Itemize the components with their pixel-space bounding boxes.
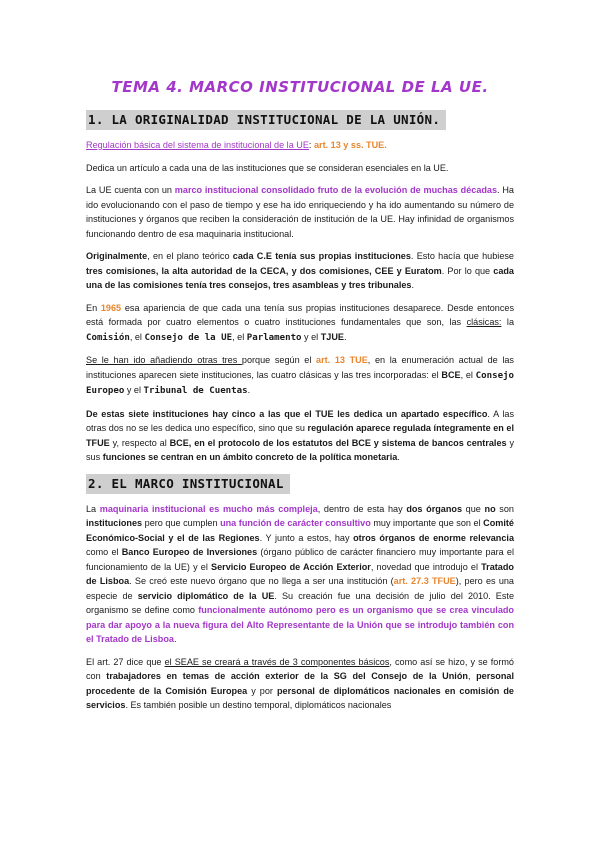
year-1965: 1965 [100,302,122,313]
text: . Esto hacía que hubiese [410,251,514,261]
text: , el [460,369,476,380]
text: y, respecto al [109,437,170,448]
bold-text: no [484,503,496,514]
paragraph-maquinaria [86,502,514,647]
text: , dentro de esta hay [317,503,407,514]
section-heading-2: 2. EL MARCO INSTITUCIONAL [86,474,290,494]
bold-text: cada una de las comisiones tenía tres consejos, tres asambleas y tres tribunales [86,265,514,290]
bold-text: cada C.E tenía sus propias instituciones [232,251,411,261]
paragraph-anadidas [86,353,514,399]
bold-text: Tratado de Lisboa [86,561,514,586]
bold-text: Banco Europeo de Inversiones [121,547,258,557]
text: . Su creación fue una decisión de julio del 2010. Este organismo se define como [86,590,515,615]
paragraph-regulation [86,138,514,153]
text: esa apariencia de que cada una tenía sus propias instituciones desaparece. Desde entonces está formada por cuatro elementos o cuatro instituciones fundamentales que son, las [86,302,515,327]
bold-text: funciones se centran en un ámbito concreto de la política monetaria [102,452,398,462]
text: En [86,302,101,313]
bold-text: De estas siete instituciones hay cinco a las que el TUE les dedica un apartado específico [86,408,488,419]
institution-consejo: Consejo de la UE [144,332,233,343]
article-27-3-tfue: art. 27.3 TFUE [393,576,456,586]
institution-comision: Comisión [86,332,130,343]
text: . [173,634,177,644]
bold-text: otros órganos de enorme relevancia [353,532,515,543]
regulation-colon: : [308,140,314,150]
text: , novedad que introdujo el [370,561,482,572]
text: , en la enumeración actual de las instituciones aparecen siete instituciones, las cuatro clásicas y las tres incorporadas: el [86,355,514,380]
text: pero que cumplen [142,518,221,528]
text: y el [124,385,144,395]
text: . Se creó este nuevo órgano que no llega a ser una institución ( [129,576,394,586]
institution-bce: BCE [441,369,461,380]
paragraph-1965 [86,301,514,346]
bold-text: personal procedente de la Comisión Europea [86,671,514,696]
bold-text: BCE, en el protocolo de los estatutos del BCE y sistema de bancos centrales [169,437,507,448]
highlight-marco: marco institucional consolidado fruto de la evolución de muchas décadas [174,185,498,195]
article-13-tue: art. 13 TUE [316,355,368,365]
regulation-link[interactable]: Regulación básica del sistema de institucional de la UE [86,140,309,150]
highlight-funcionalmente: funcionalmente autónomo pero es un organismo que se crea vinculado para dar apoyo a la nueva figura del Alto Representante de la Unión que se introdujo también con el Tratado de Lisboa [86,605,514,644]
text: . Ha ido evolucionando con el paso de tiempo y ese ha ido enriqueciendo y ha ido aumentando su número de instituciones y órganos que reciben la consideración de institución de la UE. Hay infinidad de organismos funcionando dentro de esa maquinaria institucional. [86,185,514,239]
bold-text: Comité Económico-Social y el de las Regiones [86,518,514,543]
text: ), pero es una especie de [86,576,514,601]
bold-text: tres comisiones, la alta autoridad de la CECA, y dos comisiones, CEE y Euratom [86,265,442,276]
bold-text: regulación aparece regulada íntegramente en el TFUE [86,423,515,448]
text: . Por lo que [441,265,494,276]
institution-parlamento: Parlamento [246,332,302,343]
text: . [397,452,400,462]
underlined-text: Se le han ido añadiendo otras tres [86,355,242,365]
text: La [86,503,100,514]
text: . Es también posible un destino temporal, diplomáticos nacionales [125,700,392,710]
paragraph-originalmente [86,249,514,293]
regulation-article: art. 13 y ss. TUE. [313,140,387,150]
bold-text: servicio diplomático de la UE [137,590,275,601]
text: . Y junto a estos, hay [259,532,354,543]
highlight-consultivo: una función de carácter consultivo [220,518,371,528]
text: son [495,503,514,514]
underlined-seae: el SEAE se creará a través de 3 componentes básicos [164,656,390,667]
text: . A las otras dos no se les dedica uno específico, sino que su [86,408,514,433]
bold-text: Servicio Europeo de Acción Exterior [211,561,371,572]
institution-tribunal-cuentas: Tribunal de Cuentas [143,386,248,396]
bold-text: instituciones [86,518,143,528]
text: como el [86,547,122,557]
text: y sus [86,437,514,462]
text: . [343,331,347,342]
text: muy importante que son el [370,518,484,528]
text: La UE cuenta con un [86,185,175,195]
highlight-maquinaria: maquinaria institucional es mucho más compleja [99,503,318,514]
section-heading-1: 1. LA ORIGINALIDAD INSTITUCIONAL DE LA UNIÓN. [86,110,446,130]
text: la [501,317,514,327]
paragraph-seae [86,655,514,713]
bold-text: personal de diplomáticos nacionales en comisión de servicios [86,685,514,710]
text: (órgano público de carácter financiero muy importante para el funcionamiento de la UE) y el [86,547,515,572]
text: que [462,503,485,514]
text: . [411,280,415,290]
text: , el [129,331,145,342]
text: , el [232,331,247,342]
paragraph-dedica: Dedica un artículo a cada una de las instituciones que se consideran esenciales en la UE. [86,162,449,173]
bold-text: trabajadores en temas de acción exterior de la SG del Consejo de la Unión [106,671,468,681]
paragraph-marco [86,183,514,241]
bold-text: dos órganos [406,503,463,514]
text: y por [247,685,277,696]
document-title: TEMA 4. MARCO INSTITUCIONAL DE LA UE. [111,78,489,96]
text: , en el plano teórico [147,251,233,261]
institution-tjue: TJUE [320,331,344,342]
institution-consejo-europeo: Consejo Europeo [86,370,514,396]
bold-text: Originalmente [86,251,148,261]
text: y el [301,331,321,342]
paragraph-siete [86,407,514,465]
text: porque según el [241,355,317,365]
text: , [467,671,477,681]
text: . [247,385,251,395]
underlined-clasicas: clásicas: [466,317,502,327]
text: El art. 27 dice que [86,656,165,667]
text: , como así se hizo, y se formó con [86,656,514,681]
